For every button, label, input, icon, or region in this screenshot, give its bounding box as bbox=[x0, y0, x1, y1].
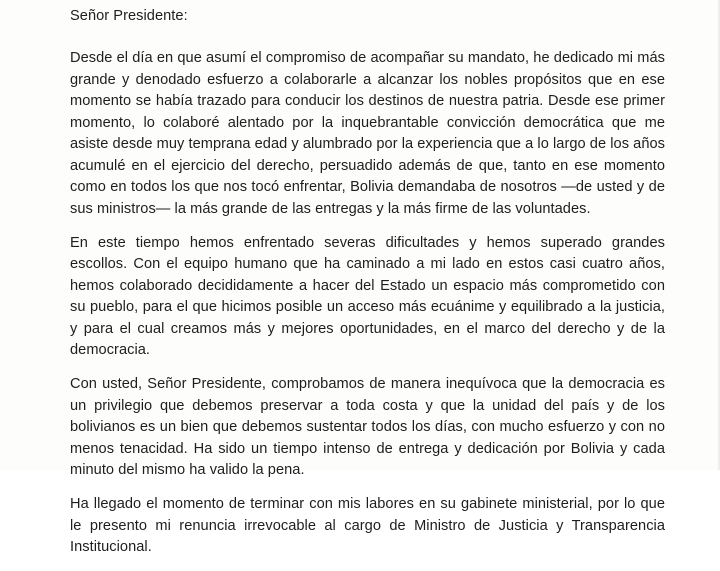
paragraph-3: Con usted, Señor Presidente, comprobamos de manera inequívoca que la democracia es un privilegio que debemos preservar a toda costa y que la unidad del país y de los bolivianos es un bien que debemos sustentar todos los días, con mucho esfuerzo y con no menos tenacidad. Ha sido un tiempo intenso de entrega y dedicación por Bolivia y cada minuto del mismo ha valido la pena. bbox=[70, 376, 665, 478]
paragraph-1: Desde el día en que asumí el compromiso de acompañar su mandato, he dedicado mi más grande y denodado esfuerzo a colaborarle a alcanzar los nobles propósitos que en ese momento se había trazado para conducir los destinos de nuestra patria. Desde ese primer momento, lo colaboré alentado por la inquebrantable convicción democrática que me asiste desde muy temprana edad y alumbrado por la experiencia que a lo largo de los años acumulé en el ejercicio del derecho, persuadido además de que, tanto en ese momento como en todos los que nos tocó enfrentar, Bolivia demandaba de nosotros —de usted y de sus ministros— la más grande de las entregas y la más firme de las voluntades. bbox=[70, 50, 665, 217]
paragraph-2: En este tiempo hemos enfrentado severas dificultades y hemos superado grandes escollos. Con el equipo humano que ha caminado a mi lado en estos casi cuatro años, hemos colaborado decididamente a hacer del Estado un espacio más comprometido con su pueblo, para el que hicimos posible un acceso más ecuánime y equilibrado a la justicia, y para el cual creamos más y mejores oportunidades, en el marco del derecho y de la democracia. bbox=[70, 234, 665, 358]
paragraph-4: Ha llegado el momento de terminar con mis labores en su gabinete ministerial, por lo que le presento mi renuncia irrevocable al cargo de Ministro de Justicia y Transparencia Institucional. bbox=[70, 496, 665, 555]
letter-body bbox=[70, 48, 665, 571]
letter-greeting: Señor Presidente: bbox=[70, 8, 188, 24]
